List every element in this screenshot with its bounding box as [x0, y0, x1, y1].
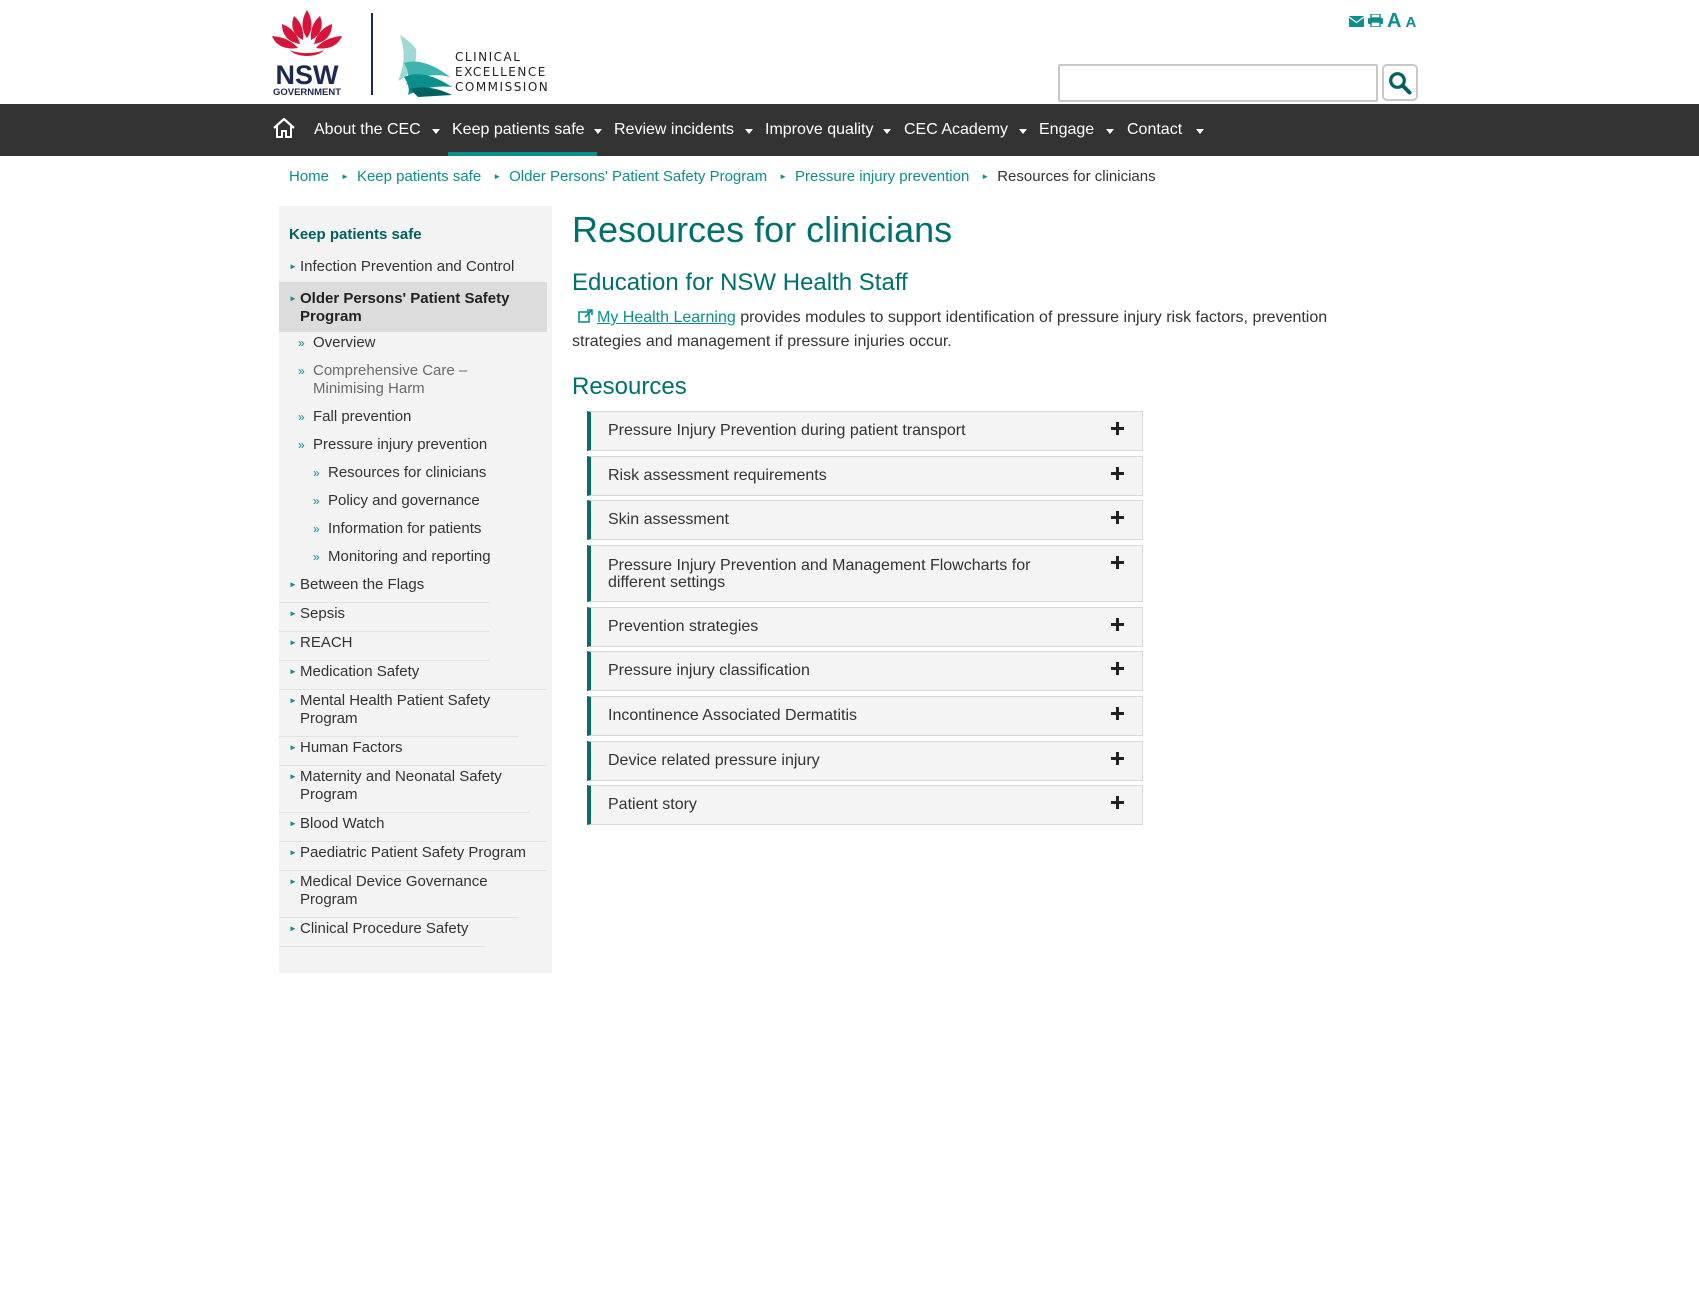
accordion-item[interactable]: Prevention strategies [587, 607, 1143, 647]
accordion-item[interactable]: Pressure injury classification [587, 651, 1143, 691]
breadcrumb-separator-icon: ► [779, 172, 788, 181]
sidebar-item-clinical-procedure[interactable]: ► Clinical Procedure Safety [279, 920, 485, 947]
accordion-item[interactable]: Skin assessment [587, 500, 1143, 540]
external-link-icon [578, 309, 593, 324]
svg-text:NSW: NSW [275, 60, 339, 90]
breadcrumb-pressure-injury[interactable]: Pressure injury prevention [795, 168, 970, 185]
double-chevron-icon: » [298, 410, 305, 424]
sidebar-item-medical-device[interactable]: ► Medical Device Governance Program [279, 873, 519, 918]
plus-icon [1111, 422, 1124, 435]
sidebar-sub-resources-for-clinicians[interactable]: » Resources for clinicians [313, 464, 487, 481]
page-title: Resources for clinicians [572, 209, 953, 250]
triangle-right-icon: ► [289, 848, 297, 857]
sidebar-item-mental-health[interactable]: ► Mental Health Patient Safety Program [279, 692, 519, 737]
plus-icon [1111, 796, 1124, 809]
triangle-right-icon: ► [289, 924, 297, 933]
plus-icon [1111, 467, 1124, 480]
search-icon [1388, 71, 1412, 95]
accordion-item[interactable]: Device related pressure injury [587, 741, 1143, 781]
nav-cec-academy-dropdown-icon[interactable] [1019, 129, 1027, 134]
nav-keep-patients-safe-dropdown-icon[interactable] [594, 129, 602, 134]
sidebar-sub-monitoring-and-reporting[interactable]: » Monitoring and reporting [313, 548, 491, 565]
sidebar-item-older-persons[interactable]: ► Older Persons' Patient Safety Program [279, 282, 547, 332]
nav-about-the-cec[interactable]: About the CEC [314, 121, 421, 138]
accordion-item[interactable]: Risk assessment requirements [587, 456, 1143, 496]
accordion-item[interactable]: Pressure Injury Prevention and Management Flowcharts for different settings [587, 545, 1143, 602]
breadcrumb-home[interactable]: Home [289, 168, 330, 185]
sidebar-sub-information-for-patients[interactable]: » Information for patients [313, 520, 482, 537]
nav-contact-dropdown-icon[interactable] [1196, 129, 1204, 134]
nav-engage-dropdown-icon[interactable] [1106, 129, 1114, 134]
site-header [0, 0, 1699, 104]
sidebar-item-medication-safety[interactable]: ► Medication Safety [279, 663, 547, 690]
plus-icon [1111, 556, 1124, 569]
sidebar-item-sepsis[interactable]: ► Sepsis [279, 605, 489, 632]
svg-text:GOVERNMENT: GOVERNMENT [272, 87, 342, 96]
plus-icon [1111, 618, 1124, 631]
nav-keep-patients-safe[interactable]: Keep patients safe [452, 104, 585, 156]
triangle-right-icon: ► [289, 580, 297, 589]
education-heading: Education for NSW Health Staff [572, 269, 908, 296]
triangle-right-icon: ► [289, 772, 297, 781]
double-chevron-icon: » [298, 336, 305, 350]
sidebar-sub-comprehensive-care[interactable]: » Comprehensive Care – Minimising Harm [298, 362, 468, 397]
sidebar-item-blood-watch[interactable]: ► Blood Watch [279, 815, 547, 842]
accordion-item[interactable]: Incontinence Associated Dermatitis [587, 696, 1143, 736]
breadcrumb-keep-patients-safe[interactable]: Keep patients safe [356, 168, 482, 185]
nav-cec-academy[interactable]: CEC Academy [904, 121, 1009, 138]
logo-divider [371, 13, 373, 95]
sidebar-item-reach[interactable]: ► REACH [279, 634, 489, 661]
triangle-right-icon: ► [289, 667, 297, 676]
sidebar-item-paediatric[interactable]: ► Paediatric Patient Safety Program [279, 844, 547, 871]
home-icon[interactable] [272, 117, 296, 139]
sidebar-item-between-the-flags[interactable]: ► Between the Flags [279, 576, 489, 603]
accordion-item[interactable]: Patient story [587, 785, 1143, 825]
double-chevron-icon: » [298, 438, 305, 452]
decrease-font-size-button[interactable]: A [1405, 14, 1417, 31]
nsw-waratah-logo-icon [266, 8, 348, 96]
sidebar-sub-overview[interactable]: » Overview [298, 334, 376, 351]
mail-icon[interactable] [1349, 16, 1364, 27]
accordion-item[interactable]: Pressure Injury Prevention during patient transport [587, 411, 1143, 451]
my-health-learning-link[interactable]: My Health Learning [597, 309, 736, 326]
nav-contact[interactable]: Contact [1127, 121, 1183, 138]
sidebar-item-infection-prevention[interactable]: ► Infection Prevention and Control [279, 258, 547, 285]
print-icon[interactable] [1368, 14, 1383, 27]
breadcrumb-separator-icon: ► [981, 172, 990, 181]
main-navigation [0, 104, 1699, 156]
triangle-right-icon: ► [289, 609, 297, 618]
triangle-right-icon: ► [289, 262, 297, 271]
double-chevron-icon: » [313, 466, 320, 480]
plus-icon [1111, 707, 1124, 720]
nav-engage[interactable]: Engage [1039, 121, 1095, 138]
sidebar-sub-policy-and-governance[interactable]: » Policy and governance [313, 492, 480, 509]
search-input[interactable] [1058, 64, 1378, 102]
breadcrumb-separator-icon: ► [341, 172, 349, 181]
nav-review-incidents[interactable]: Review incidents [614, 121, 735, 138]
increase-font-size-button[interactable]: A [1387, 10, 1402, 32]
cec-logo-text: CLINICAL EXCELLENCE COMMISSION [455, 50, 550, 94]
search-button[interactable] [1382, 64, 1418, 101]
breadcrumb-older-persons[interactable]: Older Persons' Patient Safety Program [509, 168, 768, 185]
triangle-right-icon: ► [289, 743, 297, 752]
sidebar-item-human-factors[interactable]: ► Human Factors [279, 739, 547, 766]
double-chevron-icon: » [313, 494, 320, 508]
nav-about-dropdown-icon[interactable] [432, 129, 440, 134]
triangle-right-icon: ► [289, 819, 297, 828]
education-paragraph: My Health Learning provides modules to support identification of pressure injury risk factors, prevention strategies and management if pressure injuries occur. [572, 309, 1328, 350]
sidebar [279, 206, 552, 973]
breadcrumb-separator-icon: ► [493, 172, 502, 181]
sidebar-sub-pressure-injury[interactable]: » Pressure injury prevention [298, 436, 488, 453]
utility-bar [1349, 10, 1416, 33]
nav-improve-quality[interactable]: Improve quality [765, 121, 874, 138]
double-chevron-icon: » [313, 550, 320, 564]
double-chevron-icon: » [313, 522, 320, 536]
breadcrumb-current: Resources for clinicians [997, 168, 1156, 185]
plus-icon [1111, 662, 1124, 675]
nsw-government-logo[interactable] [266, 8, 348, 96]
triangle-right-icon: ► [289, 638, 297, 647]
triangle-right-icon: ► [289, 696, 297, 705]
nav-review-incidents-dropdown-icon[interactable] [745, 129, 753, 134]
plus-icon [1111, 511, 1124, 524]
triangle-right-icon: ► [289, 294, 297, 303]
triangle-right-icon: ► [289, 877, 297, 886]
sidebar-item-maternity[interactable]: ► Maternity and Neonatal Safety Program [279, 768, 529, 813]
plus-icon [1111, 752, 1124, 765]
sidebar-sub-fall-prevention[interactable]: » Fall prevention [298, 408, 412, 425]
resources-heading: Resources [572, 373, 687, 400]
cec-logo-icon [396, 33, 456, 97]
nav-improve-quality-dropdown-icon[interactable] [883, 129, 891, 134]
double-chevron-icon: » [298, 364, 305, 378]
sidebar-title[interactable]: Keep patients safe [289, 226, 422, 243]
breadcrumb [289, 168, 1156, 185]
